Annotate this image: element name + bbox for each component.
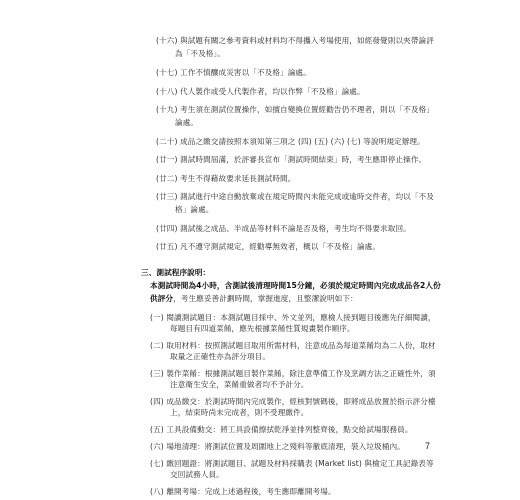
- page-number: 7: [425, 441, 431, 451]
- step-5: (五) 工具設備動交：將工具設備擦拭乾淨並排列整齊後，點交給試場服務員。: [150, 425, 413, 434]
- rule-21: (廿一) 測試時間屆滿，於評審長宣布「測試時間結束」時，考生應即停止操作。: [156, 155, 427, 164]
- rule-17: (十七) 工作不慎釀成災害以「不及格」論處。: [156, 68, 311, 77]
- rule-22: (廿二) 考生不得藉故要求延長測試時間。: [156, 174, 296, 183]
- step-6: (六) 場地清理：將測試位置及周圍地上之殘料等徹底清理，裝入垃圾桶內。: [150, 442, 405, 451]
- rule-18: (十八) 代人製作或受人代製作者，均以作弊「不及格」論處。: [156, 87, 365, 96]
- step-7-line-2: 交回試務人員。: [170, 470, 224, 479]
- step-4-line-2: 上，結束時尚未完成者，則不受理繳件。: [170, 408, 309, 417]
- rule-19-line-1: (十九) 考生須在測試位置操作，如擅自變換位置經勸告仍不理者，則以「不及格」: [156, 105, 434, 114]
- rule-20: (二十) 成品之繳交請按照本須知第三項之 (四) (五) (六) (七) 等說明規定辦理。: [156, 137, 425, 146]
- rule-16-line-1: (十六) 與試題有關之參考資料或材料均不得攜入考場使用，如經發覺則以夾帶論評: [156, 36, 434, 45]
- rule-16-line-2: 為「不及格」。: [175, 49, 226, 58]
- rule-25: (廿五) 凡不遵守測試規定，經勸導無效者，概以「不及格」論處。: [156, 242, 381, 251]
- intro-bold-tail: 供評分: [150, 294, 174, 303]
- step-4-line-1: (四) 成品繳交：於測試時間內完成製作，經核對號碼後，即將成品放置於指示評分檯: [150, 397, 436, 406]
- step-8: (八) 離開考場：完成上述過程後，考生應即離開考場。: [150, 487, 336, 496]
- step-2-line-1: (二) 取用材料：按照測試題目取用所需材料，注意成品為每道菜餚均為二人份，取材: [150, 341, 436, 350]
- rule-19-line-2: 論處。: [175, 118, 199, 127]
- step-2-line-2: 取量之正確性亦為評分項目。: [170, 352, 271, 361]
- step-1-line-1: (一) 閱讀測試題目：本測試題目採中、外文並列，應檢人接到題目後應先仔細閱讀，: [150, 313, 436, 322]
- step-7-line-1: (七) 繳回題證：將測試題目、試題及材料採購表 (Market list) 與檢定工具記錄表等: [150, 459, 434, 468]
- rule-23-line-1: (廿三) 測試進行中途自動放棄或在規定時間內未能完成或逾時交件者，均以「不及: [156, 192, 434, 201]
- step-1-line-2: 每題目有四道菜餚，應先根據菜餚性質規畫製作順序。: [170, 324, 355, 333]
- intro-normal-tail: ，考生應妥善計劃時間，掌握進度，且整潔說明如下：: [173, 294, 358, 303]
- rule-23-line-2: 格」論處。: [175, 205, 214, 214]
- step-3-line-2: 注意衛生安全，菜餚重做者均不予計分。: [170, 380, 309, 389]
- section-three-heading: 三、測試程序說明：: [141, 268, 211, 277]
- rule-24: (廿四) 測試後之成品、半成品等材料不論是否及格，考生均不得要求取回。: [156, 224, 411, 233]
- step-3-line-1: (三) 製作菜餚：根據測試題目製作菜餚，除注意準備工作及烹調方法之正確性外，須: [150, 369, 436, 378]
- section-three-intro-line-1: 本測試時間為4小時，含測試後清理時間15分鐘，必須於規定時間內完成成品各2人份: [150, 281, 441, 290]
- section-three-intro-line-2: [150, 294, 358, 304]
